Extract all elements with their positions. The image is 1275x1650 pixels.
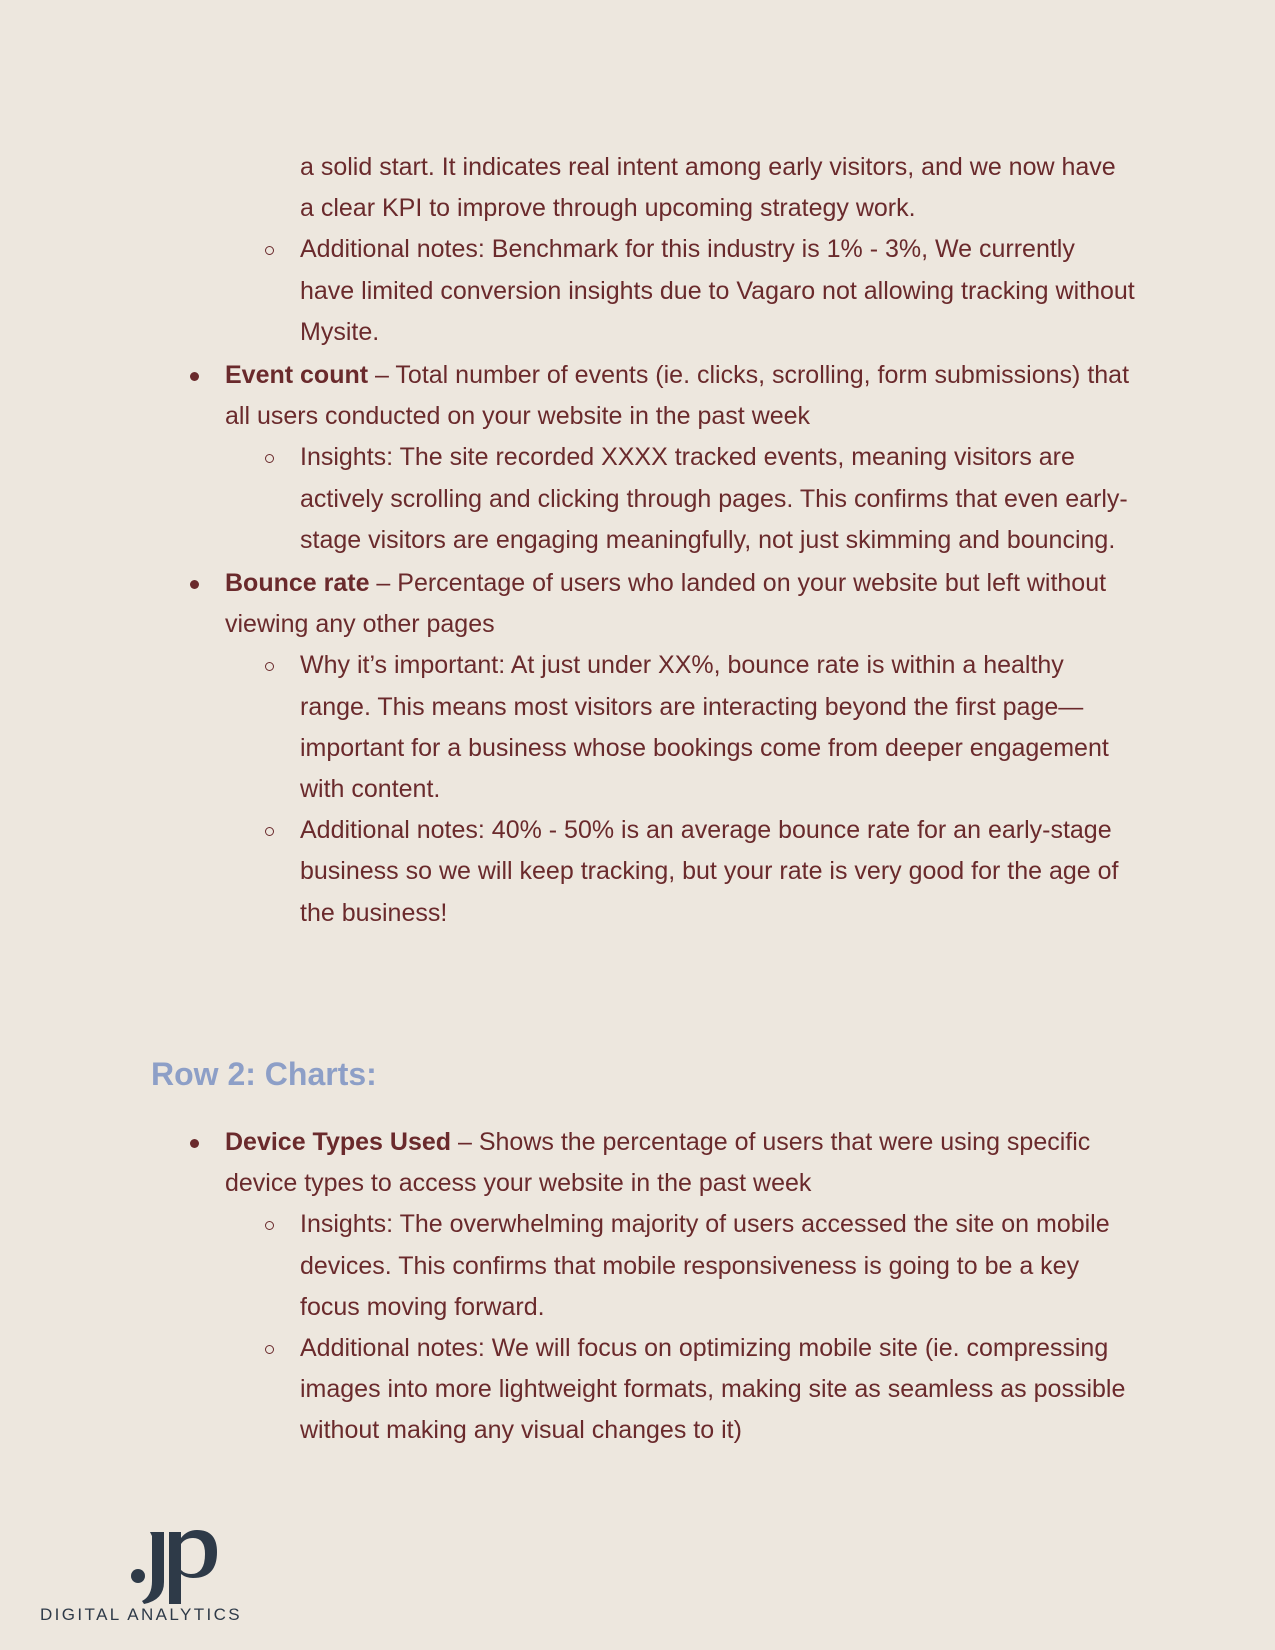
description: – Total number of events (ie. clicks, scrolling, form submissions) that all users conducted on your website in the past week — [225, 361, 1130, 431]
sub-item — [0, 645, 1135, 810]
sub-item — [0, 1204, 1135, 1328]
hollow-bullet-icon — [265, 827, 274, 836]
sub-item-text: Additional notes: Benchmark for this industry is 1% - 3%, We currently have limited conversion insights due to Vagaro not allowing tracking without Mysite. — [300, 235, 1135, 346]
list-item-device-types — [0, 1122, 1135, 1204]
hollow-bullet-icon — [265, 246, 274, 255]
sub-item-text: Insights: The site recorded XXXX tracked events, meaning visitors are actively scrolling and clicking through pages. This confirms that even early-stage visitors are engaging meaningfully, not just skimming and bouncing. — [300, 443, 1128, 554]
list-item-bounce-rate — [0, 563, 1135, 645]
hollow-bullet-icon — [265, 1221, 274, 1230]
term: Device Types Used — [225, 1128, 452, 1156]
sub-item — [0, 810, 1135, 934]
logo-text: DIGITAL ANALYTICS — [40, 1605, 243, 1624]
hollow-bullet-icon — [265, 662, 274, 671]
sub-item-text: Additional notes: We will focus on optimizing mobile site (ie. compressing images into more lightweight formats, making site as seamless as possible without making any visual changes to it) — [300, 1334, 1126, 1445]
term: Bounce rate — [225, 569, 370, 598]
list-item-event-count — [0, 355, 1135, 437]
bullet-icon — [190, 372, 199, 381]
continuation-text: a solid start. It indicates real intent among early visitors, and we now have a clear KPI to improve through upcoming strategy work. — [300, 153, 1116, 223]
section-heading: Row 2: Charts: — [151, 1056, 377, 1092]
section-metrics — [0, 147, 1275, 934]
term: Event count — [225, 361, 369, 390]
sub-item-text: Why it’s important: At just under XX%, bounce rate is within a healthy range. This means most visitors are interacting beyond the first page—important for a business whose bookings come from deeper engagement with content. — [300, 651, 1109, 804]
sub-item-text: Insights: The overwhelming majority of users accessed the site on mobile devices. This confirms that mobile responsiveness is going to be a key focus moving forward. — [300, 1210, 1110, 1321]
sub-item — [0, 229, 1135, 353]
sub-item — [0, 1328, 1135, 1452]
bullet-icon — [190, 1139, 199, 1148]
hollow-bullet-icon — [265, 1345, 274, 1354]
sub-item — [0, 437, 1135, 561]
section-charts — [0, 1122, 1275, 1452]
bullet-icon — [190, 580, 199, 589]
sub-item-text: Additional notes: 40% - 50% is an average bounce rate for an early-stage business so we will keep tracking, but your rate is very good for the age of the business! — [300, 816, 1119, 927]
description: – Percentage of users who landed on your website but left without viewing any other pages — [225, 569, 1107, 639]
description: – Shows the percentage of users that were using specific device types to access your website in the past week — [225, 1128, 1091, 1198]
hollow-bullet-icon — [265, 454, 274, 463]
